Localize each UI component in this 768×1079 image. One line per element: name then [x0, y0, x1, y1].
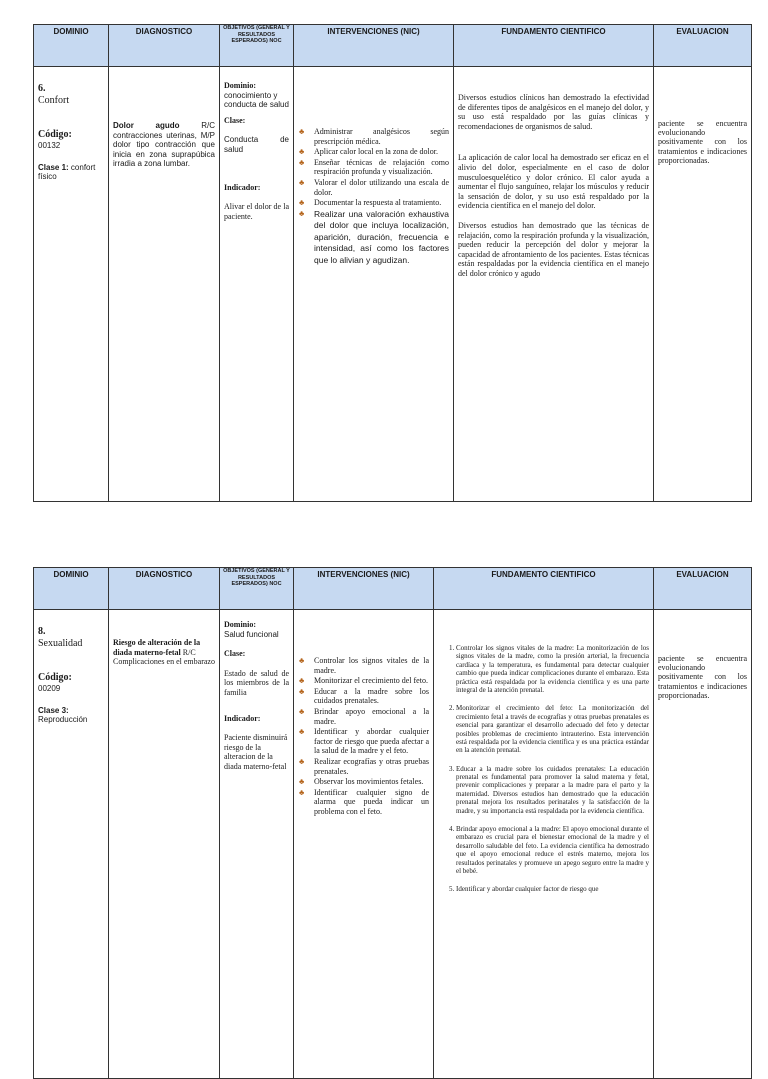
header-evaluacion: EVALUACION: [654, 568, 752, 610]
interventions-list: [298, 127, 449, 266]
list-item: ♣ Realizar una valoración exhaustiva del dolor que incluya localización, aparición, duración, frecuencia e intensidad, así como los factores que lo alivian y agudizan.: [299, 208, 449, 265]
clase-text: [38, 706, 104, 725]
dominio-cell: [34, 610, 109, 1079]
header-diagnostico: DIAGNOSTICO: [109, 25, 220, 67]
evaluacion-cell: [654, 610, 752, 1079]
header-objetivos: OBJETIVOS (GENERAL Y RESULTADOS ESPERADOS) NOC: [220, 568, 294, 610]
diagnosis-title: Riesgo de alteración de la diada materno-fetal: [113, 638, 201, 657]
codigo-value: 00132: [38, 141, 61, 150]
header-row: [34, 25, 752, 67]
diamond-bullet-icon: ♣: [299, 727, 305, 737]
list-item: ♣ Educar a la madre sobre los cuidados prenatales.: [299, 686, 429, 706]
header-evaluacion: EVALUACION: [654, 25, 752, 67]
fundamento-cell: [454, 67, 654, 502]
care-plan-table-sexualidad: [33, 567, 752, 1079]
header-dominio: DOMINIO: [34, 25, 109, 67]
obj-clase-label: Clase:: [224, 115, 246, 125]
list-item: 3. Educar a la madre sobre los cuidados prenatales: La educación prenatal es fundamental para promover la salud materna y fetal, prevenir complicaciones y preparar a la madre para el parto y la maternidad. Diversos estudios han demostrado que la educación prenatal mejora los resultados perinatales y la satisfacción de la madre, y su importancia está respaldada por la evidencia científica.: [456, 765, 649, 815]
header-fundamento: FUNDAMENTO CIENTIFICO: [434, 568, 654, 610]
diamond-bullet-icon: ♣: [299, 777, 305, 787]
diagnosis-text: [113, 121, 215, 169]
diamond-bullet-icon: ♣: [299, 127, 305, 136]
list-item: ♣ Monitorizar el crecimiento del feto.: [299, 676, 428, 686]
obj-clase-label: Clase:: [224, 649, 246, 659]
list-item: 5. Identificar y abordar cualquier factor de riesgo que: [456, 885, 649, 893]
obj-dominio-value: conocimiento y conducta de salud: [224, 90, 289, 110]
list-item: 2. Monitorizar el crecimiento del feto: La monitorización del crecimiento fetal a través de ecografías y otras pruebas prenatales es esencial para garantizar el desarrollo adecuado del feto y detectar posibles problemas de crecimiento intrauterino. Esta intervención está respaldada por la evidencia científica y es una práctica estándar en la atención prenatal.: [456, 704, 649, 754]
header-diagnostico: DIAGNOSTICO: [109, 568, 220, 610]
header-row: [34, 568, 752, 610]
clase-value: confort físico: [38, 162, 96, 182]
diagnosis-title: Dolor agudo: [113, 121, 180, 130]
objetivos-cell: [220, 610, 294, 1079]
diamond-bullet-icon: ♣: [299, 147, 305, 157]
list-item: ♣ Observar los movimientos fetales.: [299, 777, 424, 787]
diagnosis-description: Complicaciones en el embarazo: [113, 657, 215, 667]
diamond-bullet-icon: ♣: [299, 208, 305, 218]
diamond-bullet-icon: ♣: [299, 656, 305, 665]
obj-dominio-label: Dominio:: [224, 81, 256, 90]
obj-clase-value: Estado de salud de los miembros de la familia: [224, 668, 289, 697]
list-item: 1. Controlar los signos vitales de la madre: La monitorización de los signos vitales de la madre, como la presión arterial, la frecuencia cardíaca y la temperatura, es fundamental para detectar cualquier cambio que pueda indicar complicaciones durante el embarazo. Esta práctica está respaldada por la evidencia científica y es una parte integral de la atención prenatal.: [456, 644, 649, 694]
diamond-bullet-icon: ♣: [299, 177, 305, 187]
header-fundamento: FUNDAMENTO CIENTIFICO: [454, 25, 654, 67]
diamond-bullet-icon: ♣: [299, 157, 305, 167]
dominio-cell: [34, 67, 109, 502]
obj-dominio-value: Salud funcional: [224, 629, 279, 639]
domain-number: 8.: [38, 626, 46, 637]
list-item: ♣ Identificar cualquier signo de alarma que pueda indicar un problema con el feto.: [299, 787, 429, 816]
fundamento-cell: [434, 610, 654, 1079]
diagnostico-cell: [109, 67, 220, 502]
interventions-list: [298, 656, 429, 817]
evaluacion-cell: [654, 67, 752, 502]
evaluacion-text: paciente se encuentra evolucionando positivamente con los tratamientos e indicaciones proporcionadas.: [658, 119, 747, 165]
fundamento-paragraph: Diversos estudios clínicos han demostrado la efectividad de diferentes tipos de analgésicos en el manejo del dolor, y su uso está respaldado por las guías clínicas y recomendaciones de organismos de salud.: [458, 93, 649, 131]
header-objetivos: OBJETIVOS (GENERAL Y RESULTADOS ESPERADOS) NOC: [220, 25, 294, 67]
diagnostico-cell: [109, 610, 220, 1079]
table-row: [34, 610, 752, 1079]
diamond-bullet-icon: ♣: [299, 756, 305, 766]
fundamento-list: [438, 644, 649, 894]
obj-indicador-value: Paciente disminuirá riesgo de la alteracion de la diada materno-fetal: [224, 733, 288, 771]
obj-clase-value: Conducta de salud: [224, 135, 289, 154]
list-item: ♣ Realizar ecografías y otras pruebas prenatales.: [299, 756, 429, 776]
codigo-label: Código:: [38, 672, 72, 683]
list-item: ♣ Enseñar técnicas de relajación como respiración profunda y visualización.: [299, 157, 449, 177]
fundamento-paragraph: La aplicación de calor local ha demostrado ser eficaz en el alivio del dolor, especialmente en el caso de dolor musculoesquelético y dolor crónico. El calor ayuda a aumentar el flujo sanguíneo, relajar los músculos y reducir la sensación de dolor, y su uso está respaldado por la evidencia científica en el manejo del dolor.: [458, 153, 649, 211]
diagnosis-description: R/C contracciones uterinas, M/P dolor tipo contracción que inicia en zona suprapúbica irradia a zona lumbar.: [113, 121, 215, 169]
table-row: [34, 67, 752, 502]
list-item: ♣ Identificar y abordar cualquier factor de riesgo que pueda afectar a la salud de la madre y el feto.: [299, 727, 429, 756]
obj-indicador-label: Indicador:: [224, 182, 261, 192]
diamond-bullet-icon: ♣: [299, 198, 305, 208]
diamond-bullet-icon: ♣: [299, 706, 305, 716]
clase-text: [38, 163, 104, 182]
evaluacion-text: paciente se encuentra evolucionando positivamente con los tratamientos e indicaciones proporcionadas.: [658, 654, 747, 700]
intervenciones-cell: [294, 67, 454, 502]
diagnosis-rc: R/C: [182, 647, 196, 657]
header-intervenciones: INTERVENCIONES (NIC): [294, 568, 434, 610]
header-intervenciones: INTERVENCIONES (NIC): [294, 25, 454, 67]
obj-dominio-label: Dominio:: [224, 620, 256, 629]
clase-label: Clase 1:: [38, 162, 69, 172]
list-item: ♣ Controlar los signos vitales de la madre.: [299, 656, 429, 675]
obj-indicador-value: Alivar el dolor de la paciente.: [224, 202, 289, 221]
diamond-bullet-icon: ♣: [299, 676, 305, 686]
clase-value: Reproducción: [38, 715, 88, 725]
objetivos-cell: [220, 67, 294, 502]
diamond-bullet-icon: ♣: [299, 686, 305, 696]
diagnosis-text: [113, 638, 215, 667]
domain-name: Confort: [38, 95, 70, 106]
codigo-label: Código:: [38, 129, 72, 140]
intervenciones-cell: [294, 610, 434, 1079]
fundamento-paragraph: Diversos estudios han demostrado que las técnicas de relajación, como la respiración profunda y la visualización, pueden reducir la percepción del dolor y mejorar la capacidad de afrontamiento de los pacientes. Estas técnicas están respaldadas por la evidencia científica en el manejo del dolor crónico y agudo: [458, 220, 649, 278]
domain-number: 6.: [38, 83, 46, 94]
list-item: ♣ Administrar analgésicos según prescripción médica.: [299, 127, 449, 146]
list-item: ♣ Valorar el dolor utilizando una escala de dolor.: [299, 177, 449, 197]
care-plan-table-confort: [33, 24, 752, 502]
obj-indicador-label: Indicador:: [224, 713, 261, 723]
domain-name: Sexualidad: [38, 638, 83, 649]
list-item: ♣ Brindar apoyo emocional a la madre.: [299, 706, 429, 726]
diamond-bullet-icon: ♣: [299, 787, 305, 797]
header-dominio: DOMINIO: [34, 568, 109, 610]
list-item: 4. Brindar apoyo emocional a la madre: El apoyo emocional durante el embarazo es crucial para el bienestar emocional de la madre y el desarrollo saludable del feto. La evidencia científica ha demostrado que el apoyo emocional reduce el estrés materno, mejora los resultados perinatales y promueve un apego seguro entre la madre y el bebé.: [456, 825, 649, 875]
list-item: ♣ Documentar la respuesta al tratamiento.: [299, 198, 442, 208]
codigo-value: 00209: [38, 684, 61, 693]
clase-label: Clase 3:: [38, 705, 69, 715]
list-item: ♣ Aplicar calor local en la zona de dolor.: [299, 147, 438, 157]
